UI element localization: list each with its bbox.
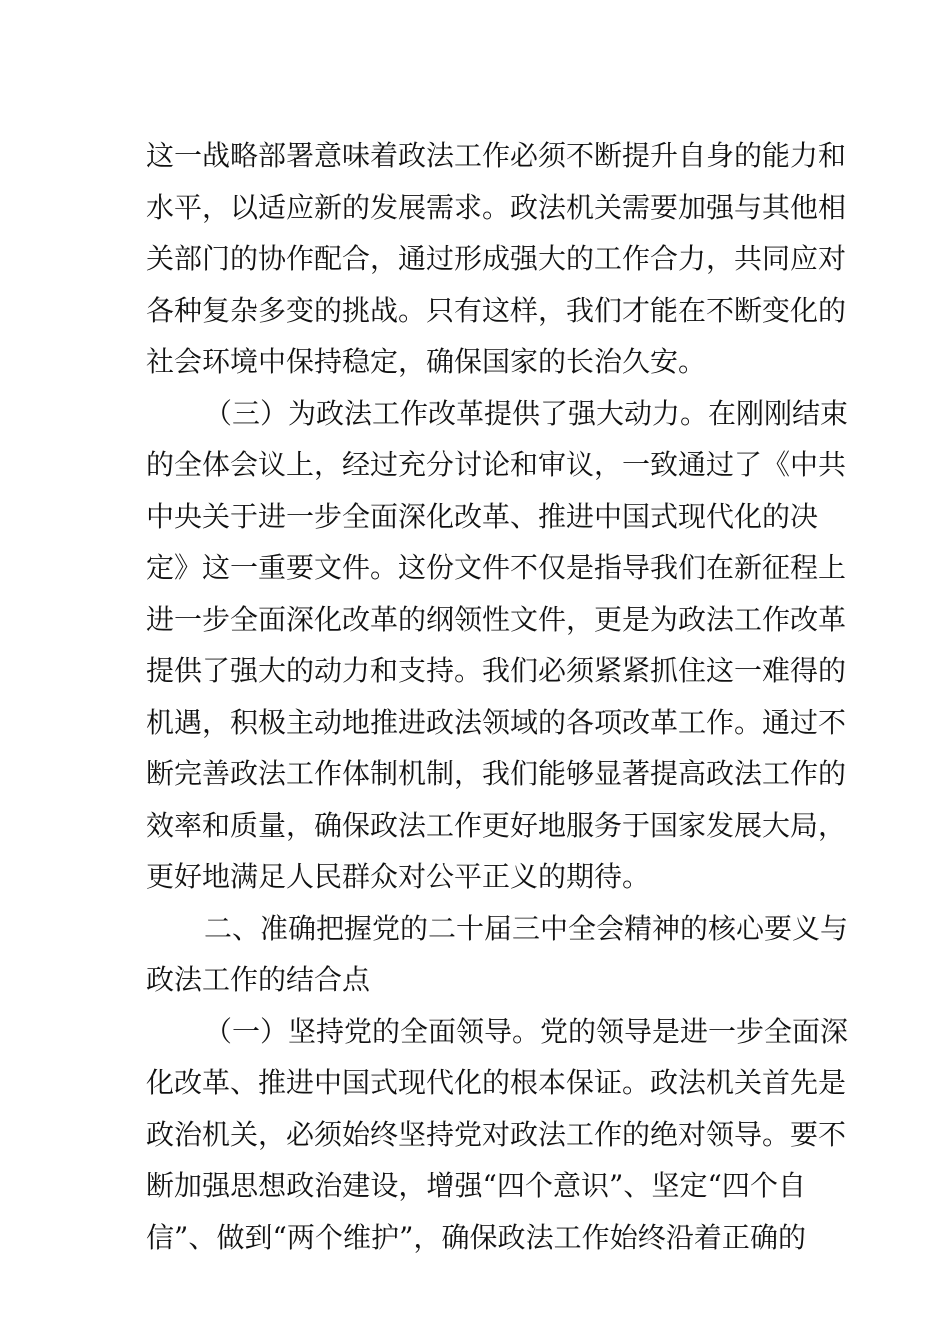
text-line: 中央关于进一步全面深化改革、推进中国式现代化的决 bbox=[146, 499, 819, 533]
text-line: 断完善政法工作体制机制，我们能够显著提高政法工作的 bbox=[146, 757, 847, 790]
chapter-heading-line: 二、准确把握党的二十届三中全会精神的核心要义与 bbox=[204, 911, 849, 945]
section-heading-line: （一）坚持党的全面领导。党的领导是进一步全面深 bbox=[204, 1014, 849, 1048]
text-line: 的全体会议上，经过充分讨论和审议，一致通过了《中共 bbox=[146, 448, 847, 481]
text-line: 这一战略部署意味着政法工作必须不断提升自身的能力和 bbox=[146, 139, 847, 172]
chapter-heading-line: 政法工作的结合点 bbox=[146, 963, 371, 996]
text-line: 定》这一重要文件。这份文件不仅是指导我们在新征程上 bbox=[146, 551, 847, 584]
text-line: 各种复杂多变的挑战。只有这样，我们才能在不断变化的 bbox=[146, 293, 847, 327]
text-line: 政治机关，必须始终坚持党对政法工作的绝对领导。要不 bbox=[146, 1117, 847, 1151]
text-line: 化改革、推进中国式现代化的根本保证。政法机关首先是 bbox=[146, 1066, 847, 1099]
text-line: 水平，以适应新的发展需求。政法机关需要加强与其他相 bbox=[146, 190, 847, 224]
text-line: 社会环境中保持稳定，确保国家的长治久安。 bbox=[146, 345, 707, 378]
text-line: 信”、做到“两个维护”，确保政法工作始终沿着正确的 bbox=[146, 1220, 806, 1254]
section-heading-line: （三）为政法工作改革提供了强大动力。在刚刚结束 bbox=[204, 396, 849, 430]
text-line: 更好地满足人民群众对公平正义的期待。 bbox=[146, 860, 651, 893]
document-body bbox=[146, 130, 849, 1263]
text-line: 关部门的协作配合，通过形成强大的工作合力，共同应对 bbox=[146, 242, 847, 275]
text-line: 断加强思想政治建设，增强“四个意识”、坚定“四个自 bbox=[146, 1169, 806, 1202]
text-line: 进一步全面深化改革的纲领性文件，更是为政法工作改革 bbox=[146, 602, 847, 636]
text-line: 效率和质量，确保政法工作更好地服务于国家发展大局， bbox=[146, 808, 847, 842]
text-line: 提供了强大的动力和支持。我们必须紧紧抓住这一难得的 bbox=[146, 654, 847, 687]
text-line: 机遇，积极主动地推进政法领域的各项改革工作。通过不 bbox=[146, 705, 847, 739]
